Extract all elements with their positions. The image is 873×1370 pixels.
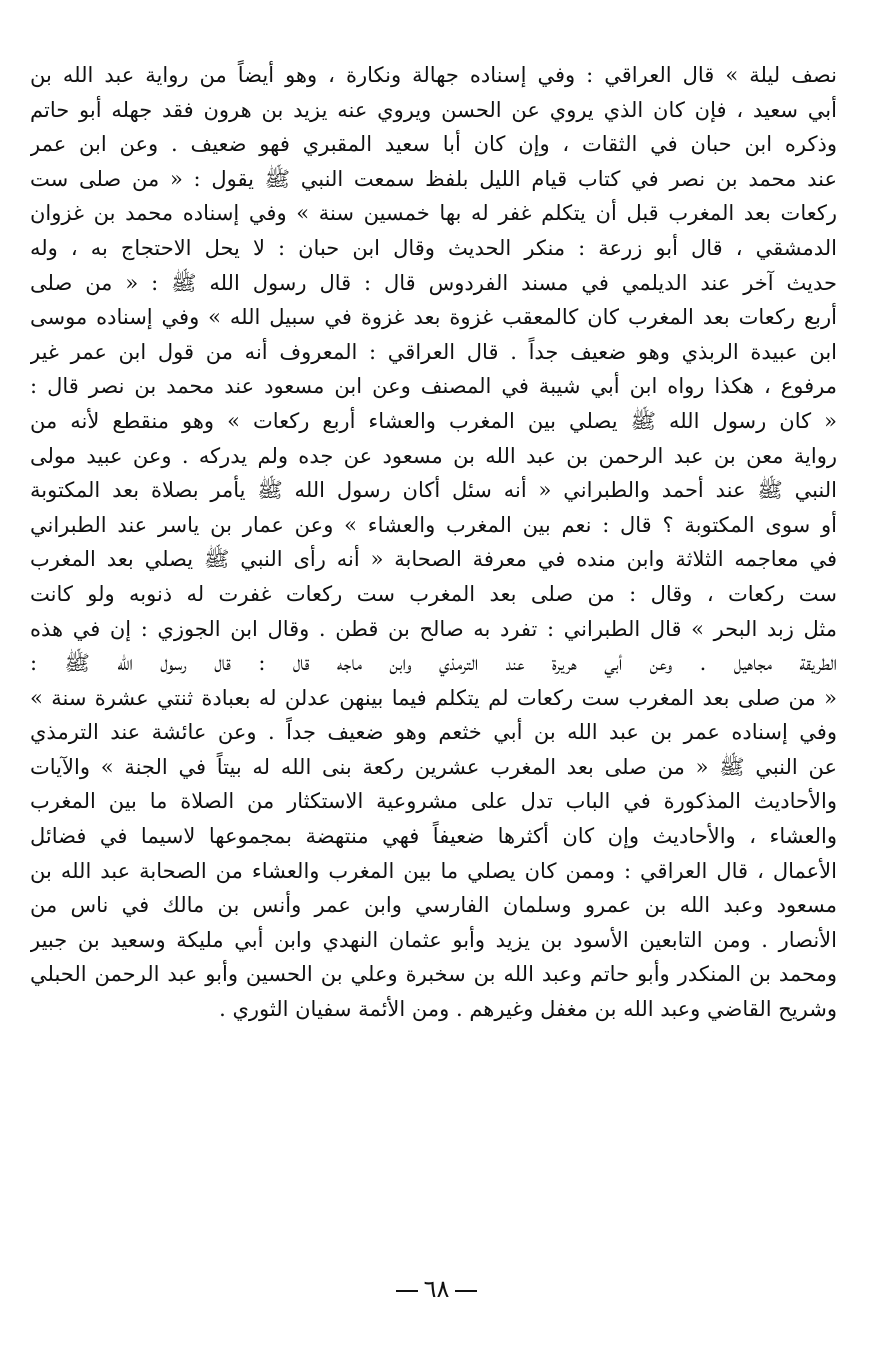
page-footer — [0, 1274, 873, 1304]
text-line: عند محمد بن نصر في كتاب قيام الليل بلفظ سمعت النبي ﷺ يقول : « من صلى ست — [30, 166, 837, 191]
footer-dash-right — [455, 1290, 477, 1292]
text-line: « من صلى بعد المغرب ست ركعات لم يتكلم فيما بينهن عدلن له بعبادة ثنتي عشرة سنة » — [30, 685, 837, 710]
text-line: النبي ﷺ عند أحمد والطبراني « أنه سئل أكان رسول الله ﷺ يأمر بصلاة بعد المكتوبة — [30, 478, 837, 503]
text-line: أبي سعيد ، فإن كان الذي يروي عن الحسن ويروي عنه يزيد بن هرون فقد جهله أبو حاتم — [30, 97, 837, 122]
text-line: مرفوع ، هكذا رواه ابن أبي شيبة في المصنف وعن ابن مسعود عند محمد بن نصر قال : — [30, 374, 837, 399]
text-line: مثل زبد البحر » قال الطبراني : تفرد به صالح بن قطن . وقال ابن الجوزي : إن في هذه — [30, 616, 837, 641]
page-number: ٦٨ — [423, 1275, 450, 1303]
text-line: ابن عبيدة الربذي وهو ضعيف جداً . قال العراقي : المعروف أنه من قول ابن عمر غير — [30, 339, 837, 364]
text-line: حديث آخر عند الديلمي في مسند الفردوس قال : قال رسول الله ﷺ : « من صلى — [30, 270, 837, 295]
text-line: في معاجمه الثلاثة وابن منده في معرفة الصحابة « أنه رأى النبي ﷺ يصلي بعد المغرب — [30, 547, 837, 572]
text-line: مسعود وعبد الله بن عمرو وسلمان الفارسي وابن عمر وأنس بن مالك في ناس من — [30, 893, 837, 918]
text-line: الأعمال ، قال العراقي : وممن كان يصلي ما بين المغرب والعشاء من الصحابة عبد الله بن — [30, 858, 837, 883]
text-line: الطريقة مجاهيل . وعن أبي هريرة عند الترمذي وابن ماجه قال : قال رسول الله ﷺ : — [30, 651, 837, 676]
text-line: ركعات بعد المغرب قبل أن يتكلم غفر له بها خمسين سنة » وفي إسناده محمد بن غزوان — [30, 201, 837, 226]
text-line: رواية معن بن عبد الرحمن بن عبد الله بن مسعود عن جده ولم يدركه . وعن عبيد مولى — [30, 443, 837, 468]
text-line: الدمشقي ، قال أبو زرعة : منكر الحديث وقال ابن حبان : لا يحل الاحتجاج به ، وله — [30, 235, 837, 260]
text-line: عن النبي ﷺ « من صلى بعد المغرب عشرين ركعة بنى الله له بيتاً في الجنة » والآيات — [30, 754, 837, 779]
text-line: أو سوى المكتوبة ؟ قال : نعم بين المغرب والعشاء » وعن عمار بن ياسر عند الطبراني — [30, 512, 837, 537]
text-line: والأحاديث المذكورة في الباب تدل على مشروعية الاستكثار من الصلاة ما بين المغرب — [30, 789, 837, 814]
text-line: وذكره ابن حبان في الثقات ، وإن كان أبا سعيد المقبري فهو ضعيف . وعن ابن عمر — [30, 132, 837, 157]
text-line: الأنصار . ومن التابعين الأسود بن يزيد وأبو عثمان النهدي وابن أبي مليكة وسعيد بن جبير — [30, 927, 837, 952]
text-line: وشريح القاضي وعبد الله بن مغفل وغيرهم . ومن الأئمة سفيان الثوري . — [219, 997, 837, 1022]
body-text — [30, 58, 837, 1027]
text-line: أربع ركعات بعد المغرب كان كالمعقب غزوة بعد غزوة في سبيل الله » وفي إسناده موسى — [30, 305, 837, 330]
footer-dash-left — [396, 1290, 418, 1292]
text-line: والعشاء ، والأحاديث وإن كان أكثرها ضعيفاً فهي منتهضة بمجموعها لاسيما في فضائل — [30, 824, 837, 849]
text-line: وفي إسناده عمر بن عبد الله بن أبي خثعم وهو ضعيف جداً . وعن عائشة عند الترمذي — [30, 720, 837, 745]
text-line: ومحمد بن المنكدر وأبو حاتم وعبد الله بن سخبرة وعلي بن الحسين وأبو عبد الرحمن الحبلي — [30, 962, 837, 987]
text-line: نصف ليلة » قال العراقي : وفي إسناده جهالة ونكارة ، وهو أيضاً من رواية عبد الله بن — [30, 63, 837, 87]
text-line: « كان رسول الله ﷺ يصلي بين المغرب والعشاء أربع ركعات » وهو منقطع لأنه من — [30, 408, 837, 433]
text-line: ست ركعات ، وقال : من صلى بعد المغرب ست ركعات غفرت له ذنوبه ولو كانت — [30, 581, 837, 606]
